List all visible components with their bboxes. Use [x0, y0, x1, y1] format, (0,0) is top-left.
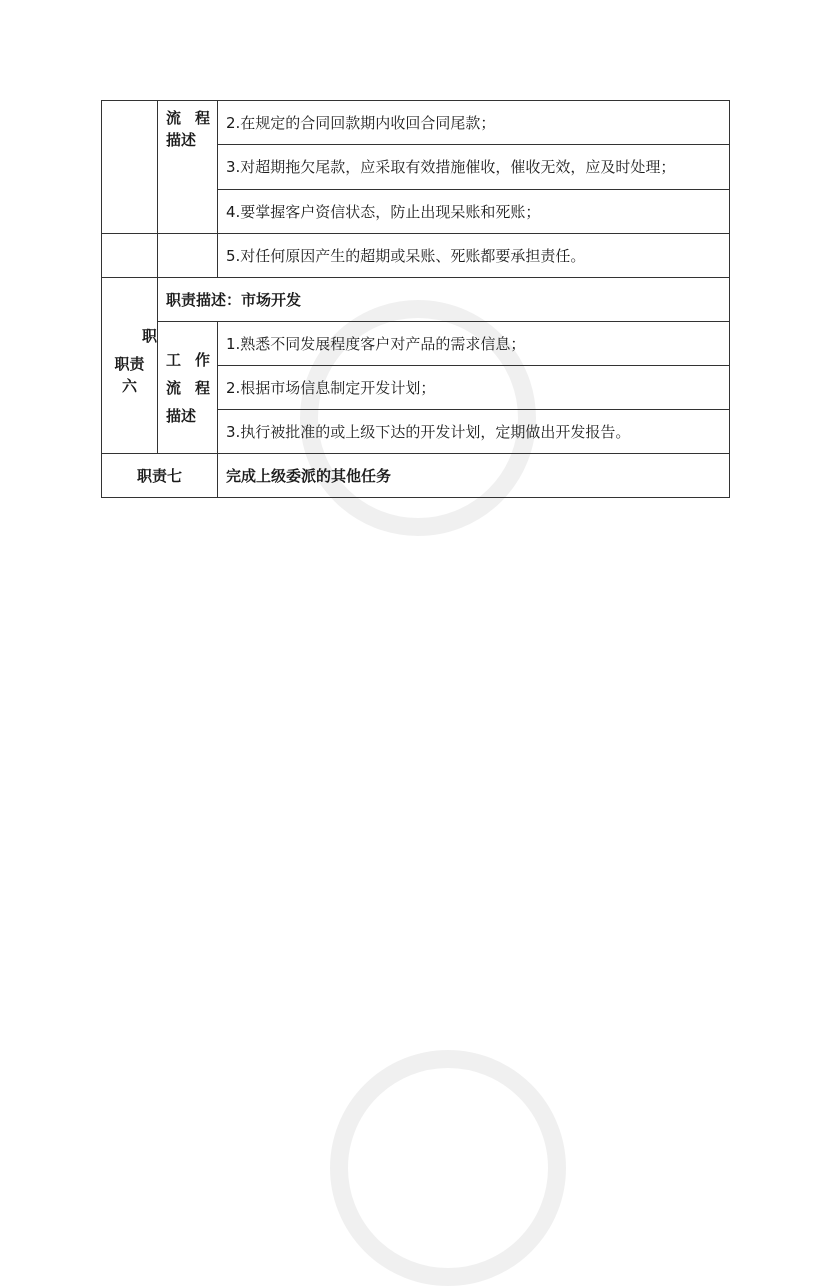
process-step: 2.根据市场信息制定开发计划；: [218, 366, 730, 410]
process-step: 1.熟悉不同发展程度客户对产品的需求信息；: [218, 322, 730, 366]
duty-header: 职责描述：市场开发: [158, 278, 730, 322]
table-row: [102, 454, 730, 498]
watermark-seal: [330, 1050, 566, 1286]
duty-seven-text: 完成上级委派的其他任务: [218, 454, 730, 498]
table-row: [102, 234, 730, 278]
label-char: 流: [166, 109, 182, 127]
label-char: 流: [166, 378, 182, 397]
process-step: 2.在规定的合同回款期内收回合同尾款；: [218, 101, 730, 145]
work-process-label-cell: [158, 322, 218, 454]
duty-table: [101, 100, 730, 498]
label-char: 描述: [166, 406, 197, 425]
label-char: 描述: [166, 131, 197, 149]
empty-cell: [102, 234, 158, 278]
duty-six-label-cell: [102, 278, 158, 454]
table-row: [102, 322, 730, 366]
label-char: 程: [194, 109, 210, 127]
label-char: 程: [194, 378, 210, 397]
duty-label: 职责: [114, 354, 145, 373]
table-row: [102, 101, 730, 145]
label-char: 作: [194, 350, 210, 369]
empty-cell: [158, 234, 218, 278]
process-step: 3.执行被批准的或上级下达的开发计划，定期做出开发报告。: [218, 410, 730, 454]
process-step: 4.要掌握客户资信状态，防止出现呆账和死账；: [218, 190, 730, 234]
duty-label-fragment: 职: [141, 327, 157, 345]
table-row: [102, 278, 730, 322]
duty-label: 六: [121, 376, 137, 395]
process-label-cell: [158, 101, 218, 234]
duty-seven-label: 职责七: [102, 454, 218, 498]
process-step: 3.对超期拖欠尾款，应采取有效措施催收，催收无效，应及时处理；: [218, 145, 730, 190]
empty-cell: [102, 101, 158, 234]
process-step: 5.对任何原因产生的超期或呆账、死账都要承担责任。: [218, 234, 730, 278]
label-char: 工: [166, 350, 182, 369]
